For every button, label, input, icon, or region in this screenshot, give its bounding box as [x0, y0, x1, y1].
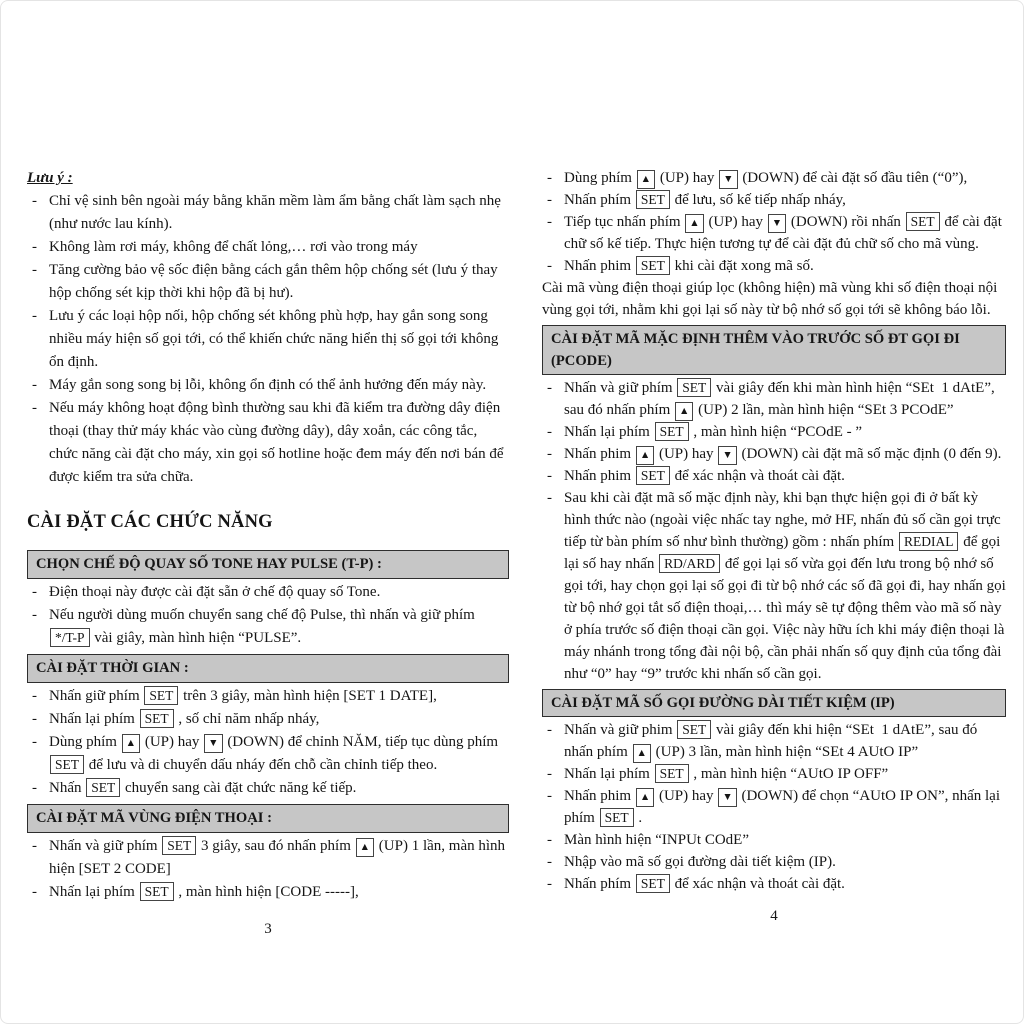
instruction-item: - Nhấn và giữ phim SET vài giây đến khi hiện “SEt 1 dAtE”, sau đó nhấn phím ▲ (UP) 3 lần, màn hình hiện “SEt 4 AUtO IP” — [542, 719, 1006, 763]
instruction-item: - Nhập vào mã số gọi đường dài tiết kiệm (IP). — [542, 851, 1006, 873]
note-list-item: - Lưu ý các loại hộp nối, hộp chống sét không phù hợp, hay gắn song song nhiều máy hiện số gọi tới, có thể khiến chức năng hiển thị số gọi tới không ổn định. — [27, 305, 509, 374]
section-time-setting — [27, 654, 509, 800]
up-triangle-key: ▲ — [636, 788, 654, 807]
section-tone-pulse — [27, 550, 509, 650]
instruction-item: - Nhấn phím SET để lưu, số kế tiếp nhấp nháy, — [542, 189, 1006, 211]
note-list — [27, 190, 509, 489]
down-triangle-key: ▼ — [768, 214, 786, 233]
note-list-item: - Không làm rơi máy, không để chất lỏng,… rơi vào trong máy — [27, 236, 509, 259]
section-list-time-setting — [27, 685, 509, 800]
set-key: SET — [636, 466, 670, 485]
manual-page-4 — [542, 167, 1006, 927]
area-code-note-paragraph: Cài mã vùng điện thoại giúp lọc (không hiện) mã vùng khi số điện thoại nội vùng gọi tới, nhằm khi gọi lại số này từ bộ nhớ số gọi tới sẽ không báo lỗi. — [542, 280, 998, 318]
section-ip-call — [542, 689, 1006, 895]
instruction-item: - Nhấn phim ▲ (UP) hay ▼ (DOWN) để chọn “AUtO IP ON”, nhấn lại phím SET . — [542, 785, 1006, 829]
set-key: SET — [50, 755, 84, 774]
section-header-ip-call: CÀI ĐẶT MÃ SỐ GỌI ĐƯỜNG DÀI TIẾT KIỆM (IP) — [542, 689, 1006, 717]
up-triangle-key: ▲ — [636, 446, 654, 465]
up-triangle-key: ▲ — [122, 734, 140, 753]
instruction-item: - Nhấn và giữ phím SET vài giây đến khi màn hình hiện “SEt 1 dAtE”, sau đó nhấn phím ▲ (UP) 2 lần, màn hình hiện “SEt 3 PCOdE” — [542, 377, 1006, 421]
section-header-time-setting: CÀI ĐẶT THỜI GIAN : — [27, 654, 509, 683]
section-area-code — [27, 804, 509, 904]
set-key: SET — [140, 709, 174, 728]
section-list-pcode — [542, 377, 1006, 685]
note-list-item: - Máy gắn song song bị lỗi, không ổn định có thể ảnh hưởng đến máy này. — [27, 374, 509, 397]
manual-page-3 — [27, 167, 509, 941]
instruction-item: - Nhấn lại phím SET , màn hình hiện “PCOdE - ” — [542, 421, 1006, 443]
area-code-continued-list — [542, 167, 1006, 277]
page-title: CÀI ĐẶT CÁC CHỨC NĂNG — [27, 512, 273, 532]
page-number-left: 3 — [264, 921, 272, 937]
instruction-item: - Nhấn phim SET khi cài đặt xong mã số. — [542, 255, 1006, 277]
set-key: SET — [140, 882, 174, 901]
set-key: SET — [906, 212, 940, 231]
instruction-item: - Nhấn lại phím SET , số chỉ năm nhấp nháy, — [27, 708, 509, 731]
set-key: SET — [655, 764, 689, 783]
redial-key: REDIAL — [899, 532, 959, 551]
down-triangle-key: ▼ — [718, 446, 736, 465]
set-key: SET — [162, 836, 196, 855]
section-header-area-code: CÀI ĐẶT MÃ VÙNG ĐIỆN THOẠI : — [27, 804, 509, 833]
note-list-item: - Tăng cường bảo vệ sốc điện bằng cách gắn thêm hộp chống sét (lưu ý thay hộp chống sét kịp thời khi hộp đã bị hư). — [27, 259, 509, 305]
instruction-item: - Nhấn lại phím SET , màn hình hiện [CODE -----], — [27, 881, 509, 904]
up-triangle-key: ▲ — [637, 170, 655, 189]
set-key: SET — [636, 190, 670, 209]
star-tone-pulse-key: */T-P — [50, 628, 90, 647]
down-triangle-key: ▼ — [719, 170, 737, 189]
instruction-item: - Nhấn SET chuyển sang cài đặt chức năng kế tiếp. — [27, 777, 509, 800]
instruction-item: - Điện thoại này được cài đặt sẵn ở chế độ quay số Tone. — [27, 581, 509, 604]
up-triangle-key: ▲ — [675, 402, 693, 421]
up-triangle-key: ▲ — [633, 744, 651, 763]
section-list-area-code — [27, 835, 509, 904]
instruction-item: - Nhấn phím SET để xác nhận và thoát cài đặt. — [542, 873, 1006, 895]
instruction-item: - Sau khi cài đặt mã số mặc định này, khi bạn thực hiện gọi đi ở bất kỳ hình thức nào (ngoài việc nhấc tay nghe, mở HF, nhấn đủ số cần gọi trực tiếp từ bàn phím số như bình thường) gồm : nhấn phím REDIAL để gọi lại số hay nhấn RD/ARD để gọi lại số vừa gọi đến lưu trong bộ nhớ số gọi tới, hay chọn gọi lại số gọi đi từ bộ nhớ các số đã gọi đi, hay nhấn gọi từ bộ nhớ gọi tắt số điện thoại,… thì máy sẽ tự động thêm vào mã số này ở phía trước số điện thoại cần gọi. Việc này hữu ích khi máy điện thoại là máy nhánh trong tổng đài nội bộ, cần phải nhấn số quy định của tổng đài như “0” hay “9” trước khi nhấn số cần gọi. — [542, 487, 1006, 685]
instruction-item: - Dùng phím ▲ (UP) hay ▼ (DOWN) để chỉnh NĂM, tiếp tục dùng phím SET để lưu và di chuyển dấu nháy đến chỗ cần chỉnh tiếp theo. — [27, 731, 509, 777]
set-key: SET — [655, 422, 689, 441]
note-list-item: - Chỉ vệ sinh bên ngoài máy bằng khăn mềm làm ẩm bằng chất làm sạch nhẹ (như nước lau kính). — [27, 190, 509, 236]
set-key: SET — [636, 874, 670, 893]
set-key: SET — [600, 808, 634, 827]
instruction-item: - Nhấn phim ▲ (UP) hay ▼ (DOWN) cài đặt mã số mặc định (0 đến 9). — [542, 443, 1006, 465]
set-key: SET — [86, 778, 120, 797]
down-triangle-key: ▼ — [204, 734, 222, 753]
instruction-item: - Nhấn và giữ phím SET 3 giây, sau đó nhấn phím ▲ (UP) 1 lần, màn hình hiện [SET 2 CODE] — [27, 835, 509, 881]
set-key: SET — [636, 256, 670, 275]
instruction-item: - Nếu người dùng muốn chuyển sang chế độ Pulse, thì nhấn và giữ phím */T-P vài giây, màn hình hiện “PULSE”. — [27, 604, 509, 650]
down-triangle-key: ▼ — [718, 788, 736, 807]
instruction-item: - Nhấn phim SET để xác nhận và thoát cài đặt. — [542, 465, 1006, 487]
section-list-ip-call — [542, 719, 1006, 895]
up-triangle-key: ▲ — [685, 214, 703, 233]
section-list-tone-pulse — [27, 581, 509, 650]
set-key: SET — [144, 686, 178, 705]
set-key: SET — [677, 720, 711, 739]
section-pcode — [542, 325, 1006, 685]
instruction-item: - Nhấn giữ phím SET trên 3 giây, màn hình hiện [SET 1 DATE], — [27, 685, 509, 708]
up-triangle-key: ▲ — [356, 838, 374, 857]
instruction-item: - Nhấn lại phím SET , màn hình hiện “AUtO IP OFF” — [542, 763, 1006, 785]
section-header-pcode: CÀI ĐẶT MÃ MẶC ĐỊNH THÊM VÀO TRƯỚC SỐ ĐT GỌI ĐI (PCODE) — [542, 325, 1006, 375]
set-key: SET — [677, 378, 711, 397]
note-title: Lưu ý : — [27, 170, 73, 186]
note-list-item: - Nếu máy không hoạt động bình thường sau khi đã kiểm tra đường dây điện thoại (thay thử máy khác vào cùng đường dây), dây xoắn, các công tắc, chức năng cài đặt cho máy, xin gọi số hotline hoặc đem máy đến nơi bán để được kiểm tra sửa chữa. — [27, 397, 509, 489]
note-title-row — [27, 167, 509, 190]
page-number-right: 4 — [770, 908, 778, 924]
rd-ard-key: RD/ARD — [659, 554, 720, 573]
instruction-item: - Dùng phím ▲ (UP) hay ▼ (DOWN) để cài đặt số đầu tiên (“0”), — [542, 167, 1006, 189]
instruction-item: - Màn hình hiện “INPUt COdE” — [542, 829, 1006, 851]
section-header-tone-pulse: CHỌN CHẾ ĐỘ QUAY SỐ TONE HAY PULSE (T-P) : — [27, 550, 509, 579]
instruction-item: - Tiếp tục nhấn phím ▲ (UP) hay ▼ (DOWN) rồi nhấn SET để cài đặt chữ số kế tiếp. Thực hiện tương tự để cài đặt đủ chữ số cho mã vùng. — [542, 211, 1006, 255]
